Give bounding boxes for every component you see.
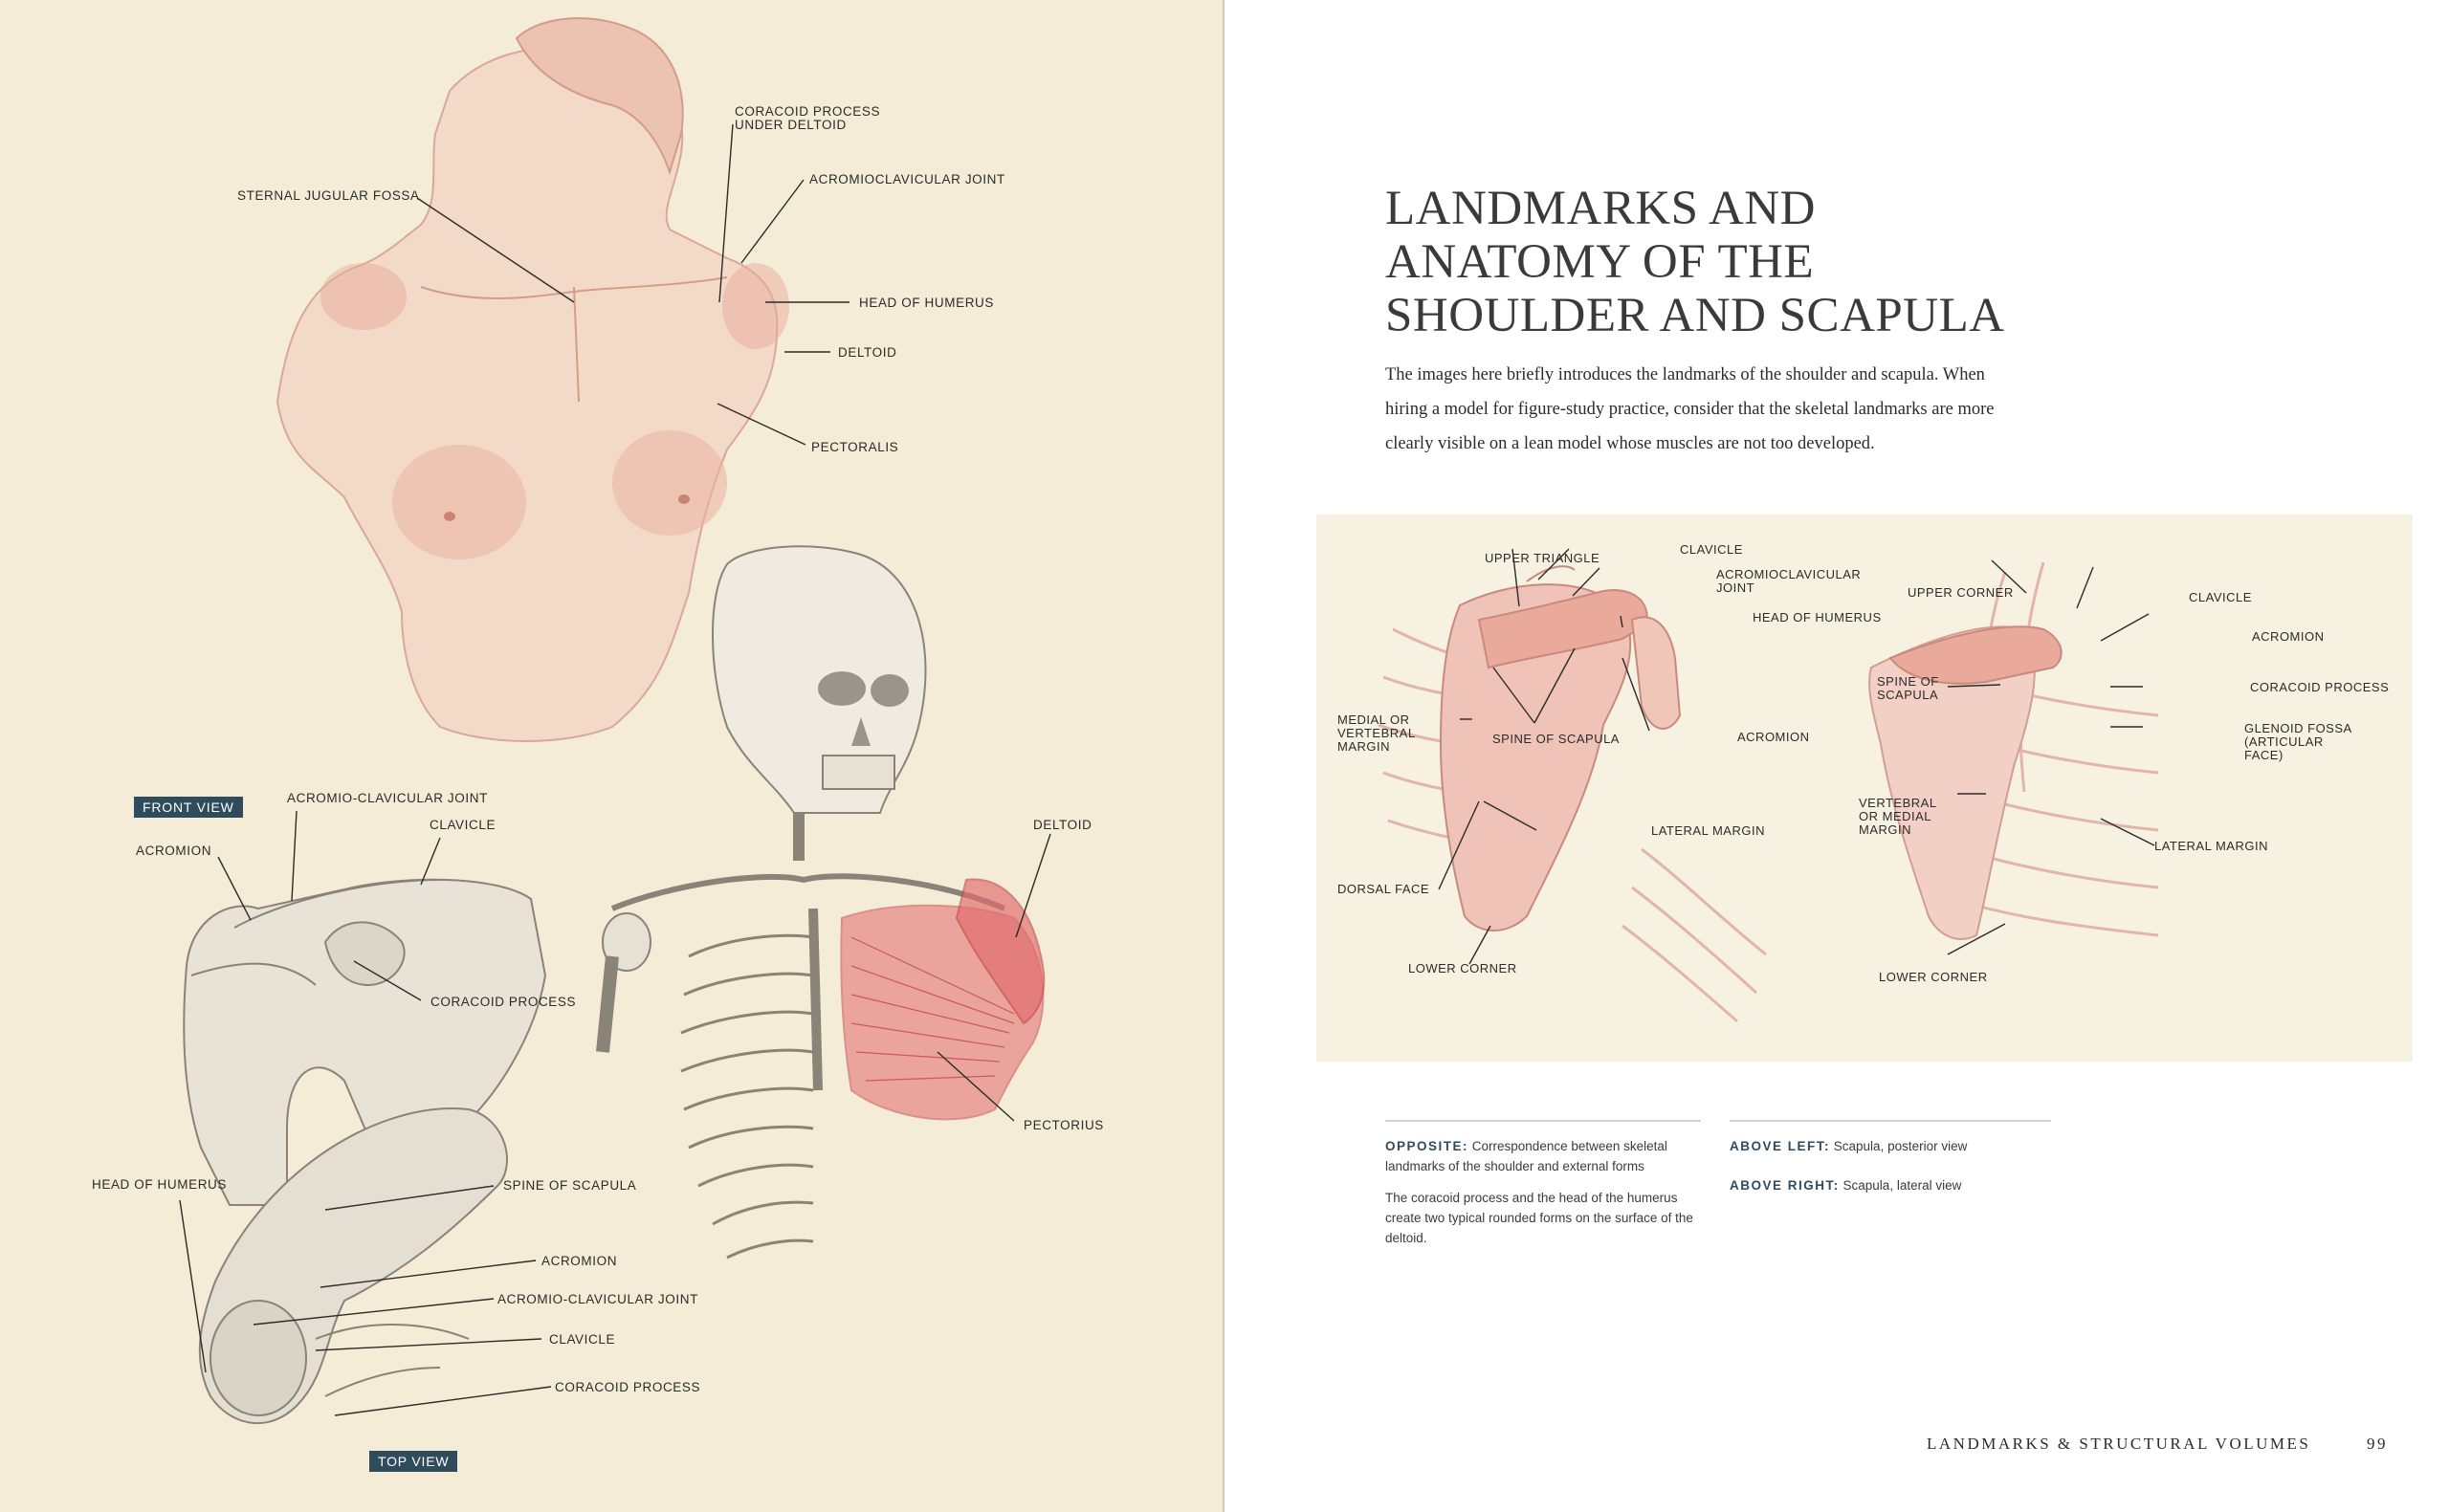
label-lateral-clavicle: CLAVICLE (2189, 590, 2252, 604)
label-front-acromio-clavicular-joint: ACROMIO-CLAVICULAR JOINT (287, 791, 488, 805)
label-posterior-lower-corner: LOWER CORNER (1408, 961, 1517, 975)
caption-rule-left (1385, 1120, 1701, 1122)
label-sternal-jugular-fossa: STERNAL JUGULAR FOSSA (237, 188, 420, 203)
label-top-clavicle: CLAVICLE (549, 1332, 616, 1347)
label-acromioclavicular-2: JOINT (1716, 581, 1755, 595)
label-deltoid: DELTOID (838, 345, 897, 360)
label-front-clavicle: CLAVICLE (430, 818, 496, 832)
label-posterior-lateral-margin: LATERAL MARGIN (1651, 823, 1765, 838)
caption-opposite-text: Correspondence between skeletal landmarks of the shoulder and external forms (1385, 1139, 1667, 1173)
caption-above-right-text: Scapula, lateral view (1842, 1178, 1962, 1193)
caption-above (1730, 1136, 2051, 1195)
front-view-tag: FRONT VIEW (134, 797, 243, 818)
caption-above-left-text: Scapula, posterior view (1833, 1139, 1968, 1153)
skeleton-drawing (603, 546, 1044, 1258)
label-skeleton-deltoid: DELTOID (1033, 818, 1092, 832)
label-vertebral-1: VERTEBRAL (1859, 796, 1937, 810)
caption-rule-right (1730, 1120, 2051, 1122)
label-top-head-of-humerus: HEAD OF HUMERUS (92, 1177, 228, 1192)
caption-above-left-key: ABOVE LEFT: (1730, 1139, 1831, 1153)
label-front-coracoid-process: CORACOID PROCESS (430, 995, 577, 1009)
label-front-acromion: ACROMION (136, 844, 212, 858)
label-acromioclavicular-joint: ACROMIOCLAVICULAR JOINT (809, 172, 1005, 186)
caption-opposite-key: OPPOSITE: (1385, 1139, 1469, 1153)
page-title: LANDMARKS AND ANATOMY OF THE SHOULDER AND SCAPULA (1385, 182, 2005, 342)
label-posterior-spine-of-scapula: SPINE OF SCAPULA (1492, 732, 1620, 746)
label-top-acromion: ACROMION (541, 1254, 618, 1268)
label-lateral-lower-corner: LOWER CORNER (1879, 970, 1988, 984)
label-lateral-lateral-margin: LATERAL MARGIN (2154, 839, 2268, 853)
posterior-scapula (1379, 549, 1766, 1021)
label-posterior-acromion: ACROMION (1737, 730, 1810, 744)
label-lateral-acromion: ACROMION (2252, 629, 2325, 644)
label-upper-triangle: UPPER TRIANGLE (1485, 551, 1600, 565)
caption-above-right-key: ABOVE RIGHT: (1730, 1178, 1840, 1193)
running-head: LANDMARKS & STRUCTURAL VOLUMES (1927, 1435, 2311, 1453)
scapula-drawings (1316, 515, 2413, 1062)
label-skeleton-pectorius: PECTORIUS (1024, 1118, 1104, 1132)
label-top-coracoid-process: CORACOID PROCESS (555, 1380, 701, 1394)
label-spine-2: SCAPULA (1877, 688, 1939, 702)
lateral-scapula (1869, 560, 2158, 954)
label-vertebral-3: MARGIN (1859, 822, 1911, 837)
label-lateral-coracoid-process: CORACOID PROCESS (2250, 680, 2390, 694)
caption-opposite-note: The coracoid process and the head of the humerus create two typical rounded forms on the surface of the deltoid. (1385, 1191, 1693, 1245)
label-coracoid-under-deltoid-1: CORACOID PROCESS (735, 104, 881, 119)
label-dorsal-face: DORSAL FACE (1337, 882, 1430, 896)
page-number: 99 (2367, 1435, 2388, 1453)
label-coracoid-under-deltoid-2: UNDER DELTOID (735, 118, 847, 132)
scapula-figure-panel (1316, 515, 2413, 1062)
label-pectoralis: PECTORALIS (811, 440, 899, 454)
anatomy-plate-drawing (0, 0, 1223, 1512)
label-upper-corner: UPPER CORNER (1908, 585, 2014, 600)
label-vertebral-2: OR MEDIAL (1859, 809, 1932, 823)
intro-paragraph: The images here briefly introduces the landmarks of the shoulder and scapula. When hiring a model for figure-study practice, consider that the skeletal landmarks are more clearly visible on a lean model whose muscles are not too developed. (1385, 365, 1995, 453)
label-top-spine-of-scapula: SPINE OF SCAPULA (503, 1178, 637, 1193)
label-top-acromio-clavicular-joint: ACROMIO-CLAVICULAR JOINT (497, 1292, 698, 1306)
label-posterior-head-of-humerus: HEAD OF HUMERUS (1753, 610, 1882, 625)
label-glenoid-2: (ARTICULAR (2244, 734, 2324, 749)
label-glenoid-1: GLENOID FOSSA (2244, 721, 2352, 735)
label-head-of-humerus: HEAD OF HUMERUS (859, 296, 995, 310)
label-acromioclavicular-1: ACROMIOCLAVICULAR (1716, 567, 1862, 581)
top-view-tag: TOP VIEW (369, 1451, 457, 1472)
label-posterior-clavicle: CLAVICLE (1680, 542, 1743, 557)
label-spine-1: SPINE OF (1877, 674, 1939, 689)
label-glenoid-3: FACE) (2244, 748, 2284, 762)
label-medial-1: MEDIAL OR (1337, 712, 1410, 727)
caption-opposite (1385, 1136, 1710, 1248)
label-medial-2: VERTEBRAL (1337, 726, 1416, 740)
label-medial-3: MARGIN (1337, 739, 1390, 754)
left-page-plate (0, 0, 1223, 1512)
